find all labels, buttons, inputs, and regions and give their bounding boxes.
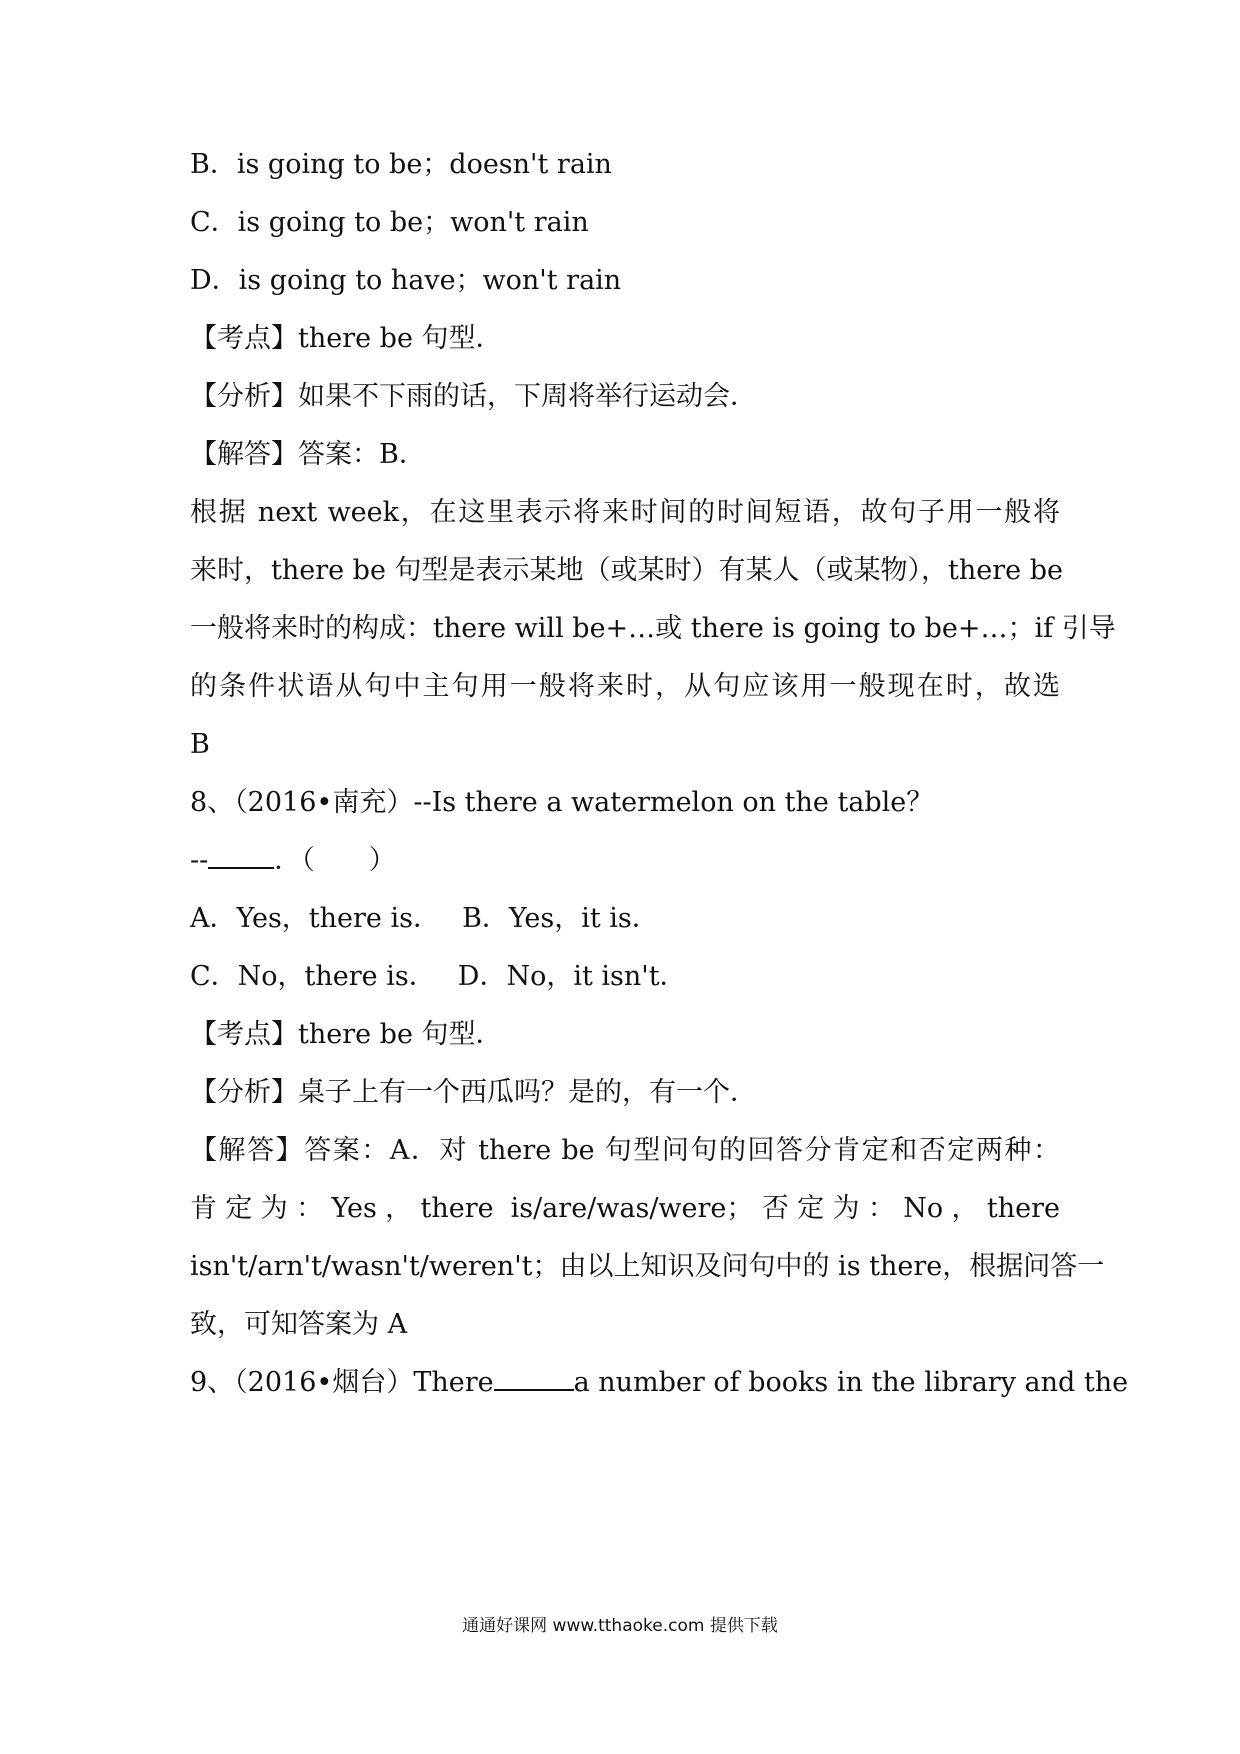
question-8-dash: -- — [190, 845, 209, 876]
explanation-line-5: B — [190, 729, 210, 760]
question-8-answer-line — [190, 841, 1060, 881]
question-9-start: 9、（2016•烟台）There — [190, 1367, 494, 1398]
option-c: C．is going to be；won't rain — [190, 207, 589, 238]
answer-blank — [208, 841, 274, 869]
explanation-line-1: 根据 next week，在这里表示将来时间的时间短语，故句子用一般将 — [190, 497, 1060, 528]
question-9 — [190, 1363, 1129, 1403]
kaodian-label: 【考点】there be 句型． — [190, 1019, 503, 1050]
fenxi-label: 【分析】如果不下雨的话，下周将举行运动会． — [190, 381, 757, 412]
explanation-line-3: 一般将来时的构成：there will be+…或 there is going to be+…；if 引导 — [190, 613, 1116, 644]
explanation-line-2: 来时，there be 句型是表示某地（或某时）有某人（或某物），there be — [190, 555, 1063, 586]
answer-blank — [494, 1363, 574, 1391]
answer-explanation-line-3: 致，可知答案为 A — [190, 1309, 408, 1340]
option-b: B．is going to be；doesn't rain — [190, 149, 612, 180]
jieda-label: 【解答】答案：B． — [190, 439, 426, 470]
question-8-paren: ．（ ） — [274, 845, 396, 876]
question-8: 8、（2016•南充）--Is there a watermelon on the table？ — [190, 787, 934, 818]
question-8-options-ab: A．Yes，there is． B．Yes，it is． — [190, 903, 659, 934]
footer-text: 通通好课网 www.tthaoke.com 提供下载 — [462, 1616, 778, 1636]
answer-explanation-line-2: isn't/arn't/wasn't/weren't；由以上知识及问句中的 is there，根据问答一 — [190, 1251, 1105, 1282]
fenxi-label: 【分析】桌子上有一个西瓜吗？是的，有一个． — [190, 1077, 757, 1108]
option-d: D．is going to have；won't rain — [190, 265, 622, 296]
question-9-rest: a number of books in the library and the — [573, 1367, 1129, 1398]
kaodian-label: 【考点】there be 句型． — [190, 323, 503, 354]
answer-explanation-line-1: 肯定为：Yes，there is/are/was/were；否定为：No，there — [190, 1193, 1060, 1224]
explanation-line-4: 的条件状语从句中主句用一般将来时，从句应该用一般现在时，故选 — [190, 671, 1060, 702]
jieda-label: 【解答】答案：A．对 there be 句型问句的回答分肯定和否定两种： — [190, 1135, 1060, 1166]
question-8-options-cd: C．No，there is． D．No，it isn't． — [190, 961, 687, 992]
